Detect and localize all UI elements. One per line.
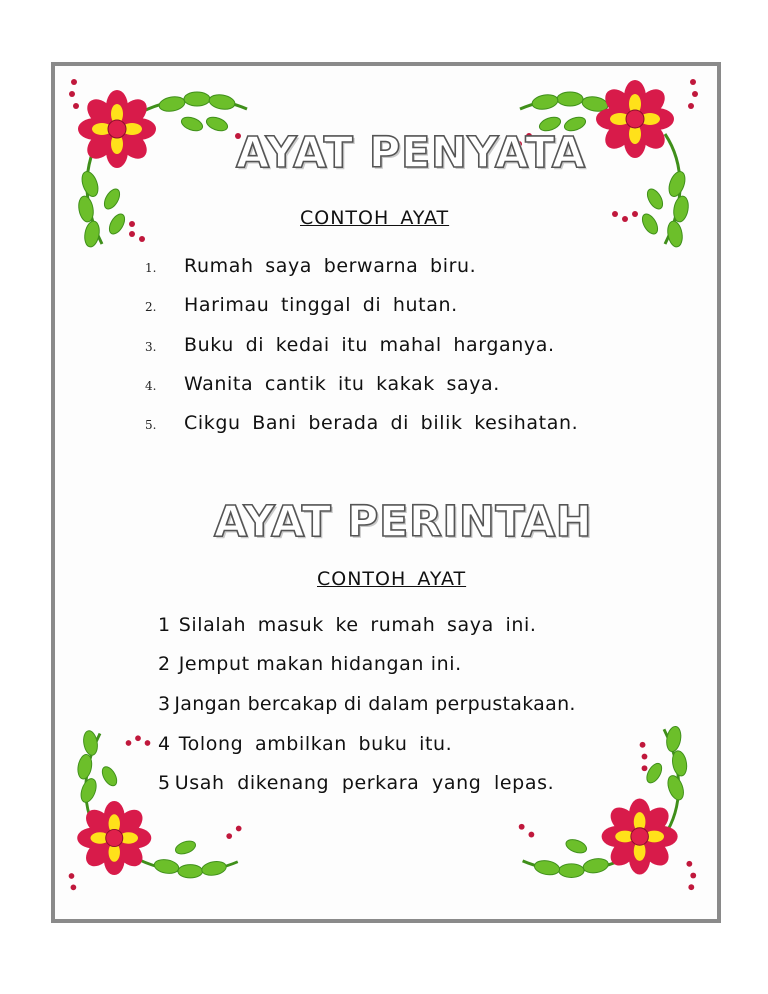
list-number: 2 <box>158 653 171 675</box>
section-subtitle-contoh-ayat: CONTOH AYAT <box>317 568 467 590</box>
list-number: 1. <box>145 261 157 275</box>
list-text: Silalah masuk ke rumah saya ini. <box>178 614 537 636</box>
list-number: 4. <box>145 379 157 393</box>
floral-ornament-icon <box>69 79 251 248</box>
flower-corner-top-left <box>62 74 262 274</box>
list-text: Jemput makan hidangan ini. <box>178 653 462 675</box>
list-number: 3. <box>145 340 157 354</box>
flower-corner-bottom-right <box>508 700 703 895</box>
section-title-ayat-penyata: AYAT PENYATA <box>236 128 586 178</box>
list-item <box>158 653 462 675</box>
list-text: Harimau tinggal di hutan. <box>184 294 458 316</box>
list-item <box>158 772 554 794</box>
list-text: Cikgu Bani berada di bilik kesihatan. <box>184 412 579 434</box>
list-number: 3 <box>158 693 171 715</box>
list-item <box>158 614 537 636</box>
list-text: Tolong ambilkan buku itu. <box>178 733 453 755</box>
list-number: 5. <box>145 418 157 432</box>
list-text: Rumah saya berwarna biru. <box>184 255 477 277</box>
list-number: 5 <box>158 772 171 794</box>
list-number: 1 <box>158 614 171 636</box>
list-text: Usah dikenang perkara yang lepas. <box>174 772 555 794</box>
list-text: Wanita cantik itu kakak saya. <box>184 373 500 395</box>
list-number: 2. <box>145 300 157 314</box>
list-text: Jangan bercakap di dalam perpustakaan. <box>174 693 576 715</box>
floral-ornament-icon <box>519 725 696 890</box>
list-number: 4 <box>158 733 171 755</box>
section-title-ayat-perintah: AYAT PERINTAH <box>214 497 593 547</box>
section-subtitle-contoh-ayat: CONTOH AYAT <box>300 207 450 229</box>
list-text: Buku di kedai itu mahal harganya. <box>184 334 555 356</box>
list-item <box>158 693 576 715</box>
list-item <box>158 733 452 755</box>
